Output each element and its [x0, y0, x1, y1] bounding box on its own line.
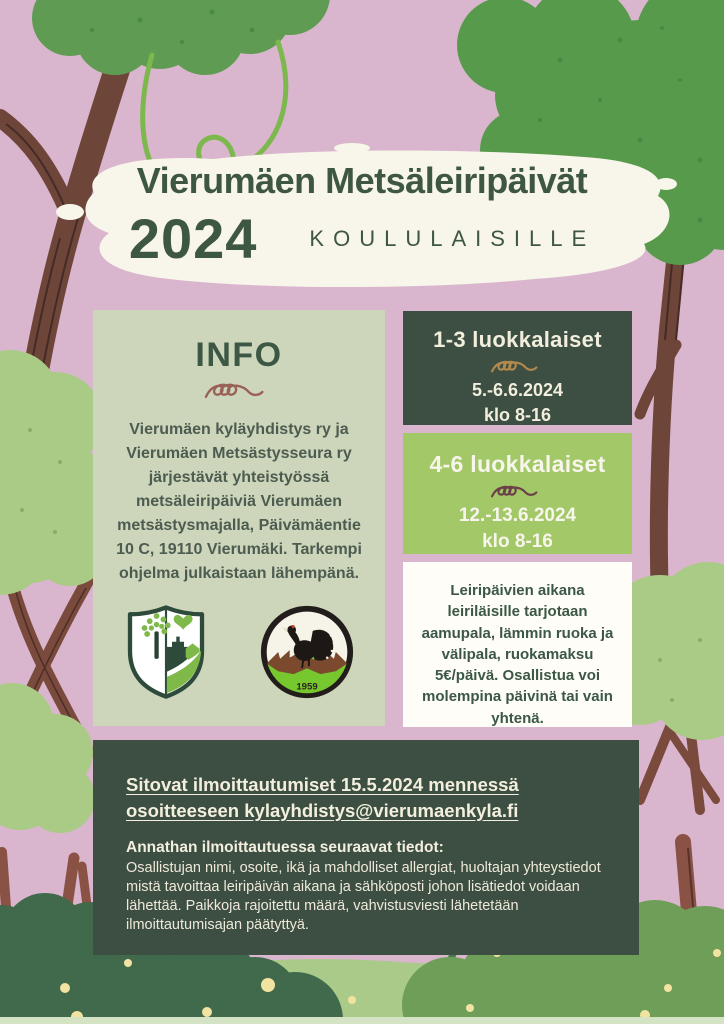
info-body-text: Vierumäen kyläyhdistys ry ja Vierumäen Metsästysseura ry järjestävät yhteistyössä metsäleiripäiviä Vierumäen metsästysmajalla, Päivämäentie 10 C, 19110 Vierumäki. Tarkempi ohjelma julkaistaan lähempänä.: [116, 421, 362, 582]
info-panel: [93, 310, 385, 726]
meals-body-text: Leiripäivien aikana leiriläisille tarjotaan aamupala, lämmin ruoka ja välipala, ruokamaksu 5€/päivä. Osallistua voi molempina päivinä tai vain yhtenä.: [421, 582, 614, 727]
squiggle-divider-icon: [202, 380, 276, 404]
poster-title: [62, 160, 662, 271]
title-main: Vierumäen Metsäleiripäivät: [136, 160, 588, 201]
hunting-club-logo: [259, 604, 355, 700]
squiggle-divider-icon: [489, 483, 547, 502]
group-4-6-panel: [403, 433, 632, 554]
meals-panel: [403, 562, 632, 727]
organizer-logos: [93, 604, 385, 700]
hunting-club-year-label: 1959: [296, 681, 318, 693]
registration-heading: Sitovat ilmoittautumiset 15.5.2024 mennessä osoitteeseen kylayhdistys@vierumaenkyla.fi: [126, 774, 519, 821]
group-1-3-time: klo 8-16: [483, 405, 552, 425]
group-4-6-time: klo 8-16: [482, 531, 553, 552]
registration-panel: [93, 740, 639, 955]
group-1-3-panel: [403, 311, 632, 425]
group-4-6-heading: 4-6 luokkalaiset: [429, 451, 606, 477]
squiggle-divider-icon: [489, 358, 547, 377]
title-audience: KOULULAISILLE: [309, 225, 596, 251]
group-4-6-dates: 12.-13.6.2024: [458, 505, 577, 526]
info-heading: INFO: [195, 336, 283, 374]
village-association-shield-logo: [123, 604, 209, 700]
group-1-3-dates: 5.-6.6.2024: [471, 380, 564, 400]
registration-subheading: Annathan ilmoittautuessa seuraavat tiedot:: [126, 838, 444, 856]
registration-body-text: Osallistujan nimi, osoite, ikä ja mahdolliset allergiat, huoltajan yhteystiedot mistä tavoittaa leiripäivän aikana ja sähköposti johon lisätiedot voidaan lähettää. Paikkoja rajoitettu määrä, vahvistusviesti lähetetään ilmoittautumisajan päätyttyä.: [126, 859, 601, 934]
group-1-3-heading: 1-3 luokkalaiset: [433, 327, 602, 352]
title-year: 2024: [128, 207, 258, 270]
